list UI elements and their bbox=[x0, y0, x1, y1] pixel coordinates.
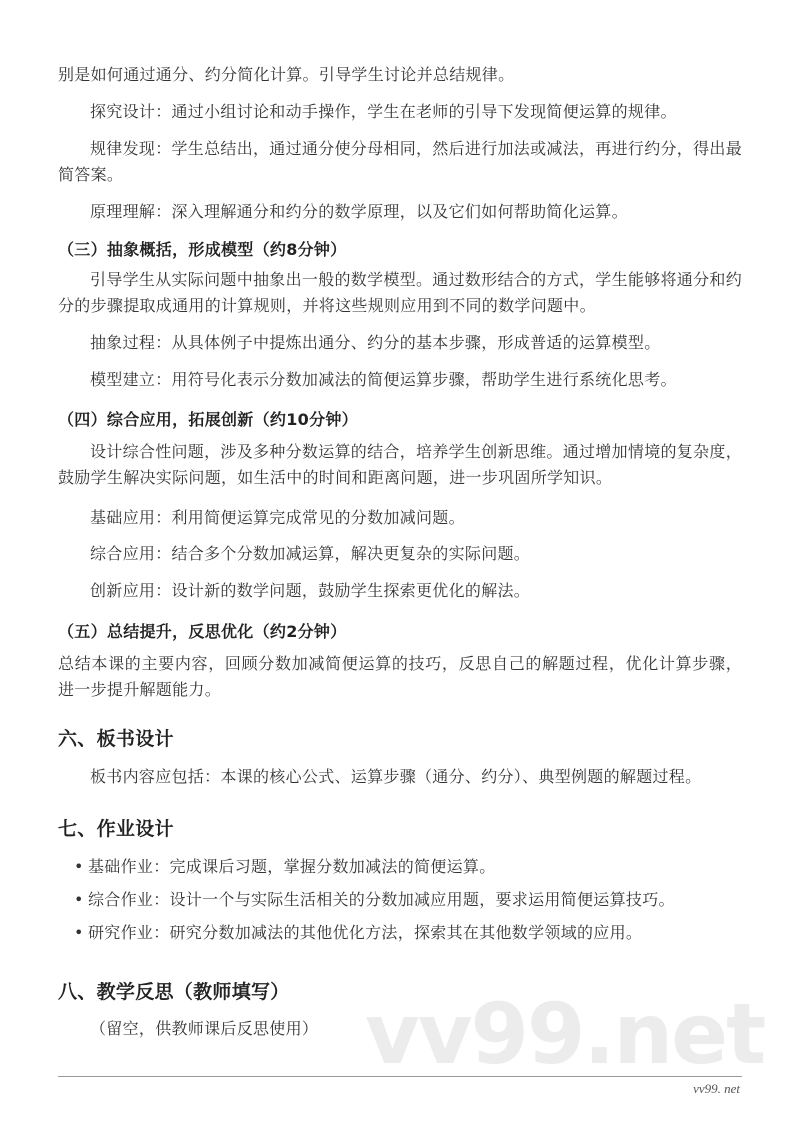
paragraph: 创新应用：设计新的数学问题，鼓励学生探索更优化的解法。 bbox=[90, 581, 531, 600]
watermark: vv99.net bbox=[365, 985, 765, 1083]
list-item: • 基础作业：完成课后习题，掌握分数加减法的简便运算。 bbox=[74, 854, 496, 880]
list-item: • 综合作业：设计一个与实际生活相关的分数加减应用题，要求运用简便运算技巧。 bbox=[74, 887, 675, 913]
paragraph: 设计综合性问题，涉及多种分数运算的结合，培养学生创新思维。通过增加情境的复杂度，鼓励学生解决实际问题，如生活中的时间和距离问题，进一步巩固所学知识。 bbox=[58, 442, 743, 487]
section-heading: 八、教学反思（教师填写） bbox=[58, 981, 290, 1003]
subsection-heading: （五）总结提升，反思优化（约2分钟） bbox=[58, 622, 347, 641]
paragraph: （留空，供教师课后反思使用） bbox=[90, 1019, 319, 1038]
subsection-heading: （四）综合应用，拓展创新（约10分钟） bbox=[58, 410, 358, 429]
paragraph: 规律发现：学生总结出，通过通分使分母相同，然后进行加法或减法，再进行约分，得出最简答案。 bbox=[58, 139, 743, 184]
paragraph: 别是如何通过通分、约分简化计算。引导学生讨论并总结规律。 bbox=[58, 65, 515, 84]
subsection-heading: （三）抽象概括，形成模型（约8分钟） bbox=[58, 240, 347, 259]
paragraph: 模型建立：用符号化表示分数加减法的简便运算步骤，帮助学生进行系统化思考。 bbox=[90, 370, 677, 389]
paragraph: 板书内容应包括：本课的核心公式、运算步骤（通分、约分）、典型例题的解题过程。 bbox=[90, 767, 702, 786]
section-heading: 六、板书设计 bbox=[58, 728, 174, 750]
footer-divider bbox=[58, 1076, 742, 1077]
list-item: • 研究作业：研究分数加减法的其他优化方法，探索其在其他数学领域的应用。 bbox=[74, 920, 642, 946]
paragraph: 抽象过程：从具体例子中提炼出通分、约分的基本步骤，形成普适的运算模型。 bbox=[90, 333, 661, 352]
paragraph: 探究设计：通过小组讨论和动手操作，学生在老师的引导下发现简便运算的规律。 bbox=[90, 102, 677, 121]
paragraph: 综合应用：结合多个分数加减运算，解决更复杂的实际问题。 bbox=[90, 544, 531, 563]
section-heading: 七、作业设计 bbox=[58, 818, 174, 840]
paragraph: 引导学生从实际问题中抽象出一般的数学模型。通过数形结合的方式，学生能够将通分和约分的步骤提取成通用的计算规则，并将这些规则应用到不同的数学问题中。 bbox=[58, 270, 743, 315]
paragraph: 基础应用：利用简便运算完成常见的分数加减问题。 bbox=[90, 508, 465, 527]
footer-text: vv99. net bbox=[693, 1081, 740, 1096]
paragraph: 原理理解：深入理解通分和约分的数学原理，以及它们如何帮助简化运算。 bbox=[90, 202, 628, 221]
paragraph: 总结本课的主要内容，回顾分数加减简便运算的技巧，反思自己的解题过程，优化计算步骤，进一步提升解题能力。 bbox=[58, 654, 742, 699]
